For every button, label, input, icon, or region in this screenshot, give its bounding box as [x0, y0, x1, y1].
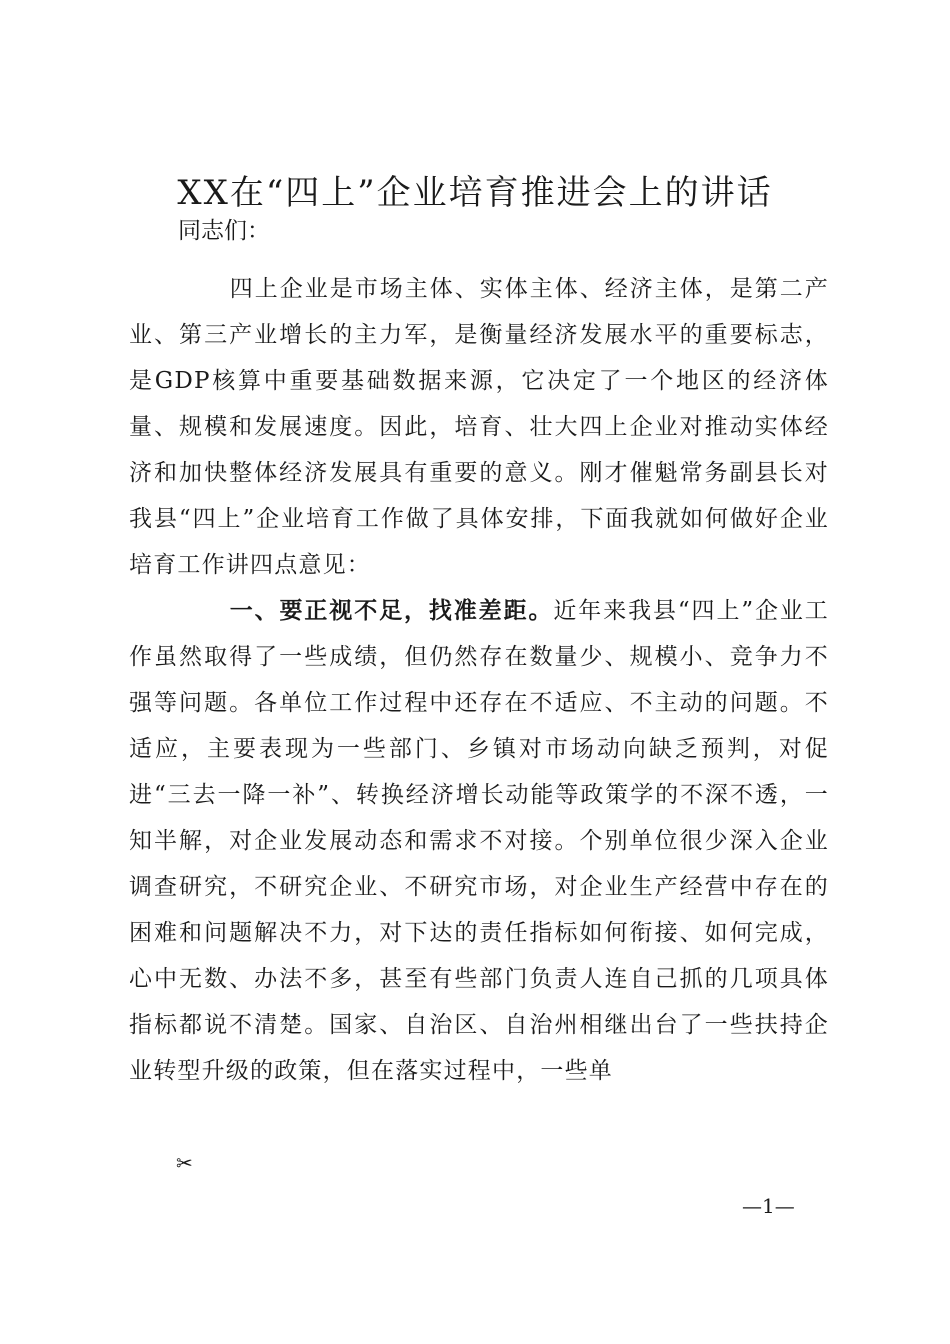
- paragraph-intro: [129, 266, 829, 588]
- paragraph-point-one-text: 近年来我县“四上”企业工作虽然取得了一些成绩，但仍然存在数量少、规模小、竞争力不强等问题。各单位工作过程中还存在不适应、不主动的问题。不适应，主要表现为一些部门、乡镇对市场动向缺乏预判，对促进“三去一降一补”、转换经济增长动能等政策学的不深不透，一知半解，对企业发展动态和需求不对接。个别单位很少深入企业调查研究，不研究企业、不研究市场，对企业生产经营中存在的困难和问题解决不力，对下达的责任指标如何衔接、如何完成，心中无数、办法不多，甚至有些部门负责人连自己抓的几项具体指标都说不清楚。国家、自治区、自治州相继出台了一些扶持企业转型升级的政策，但在落实过程中，一些单: [129, 598, 829, 1084]
- scissors-icon: ✂: [176, 1151, 193, 1175]
- page-number: —1—: [742, 1194, 795, 1218]
- salutation: 同志们：: [178, 218, 270, 244]
- paragraph-heading: 一、要正视不足，找准差距。: [229, 598, 554, 624]
- document-title: XX在“四上”企业培育推进会上的讲话: [177, 173, 773, 213]
- paragraph-intro-text: 四上企业是市场主体、实体主体、经济主体，是第二产业、第三产业增长的主力军，是衡量经济发展水平的重要标志，是GDP核算中重要基础数据来源，它决定了一个地区的经济体量、规模和发展速度。因此，培育、壮大四上企业对推动实体经济和加快整体经济发展具有重要的意义。刚才催魁常务副县长对我县“四上”企业培育工作做了具体安排，下面我就如何做好企业培育工作讲四点意见：: [129, 276, 829, 578]
- paragraph-point-one: [129, 588, 829, 1094]
